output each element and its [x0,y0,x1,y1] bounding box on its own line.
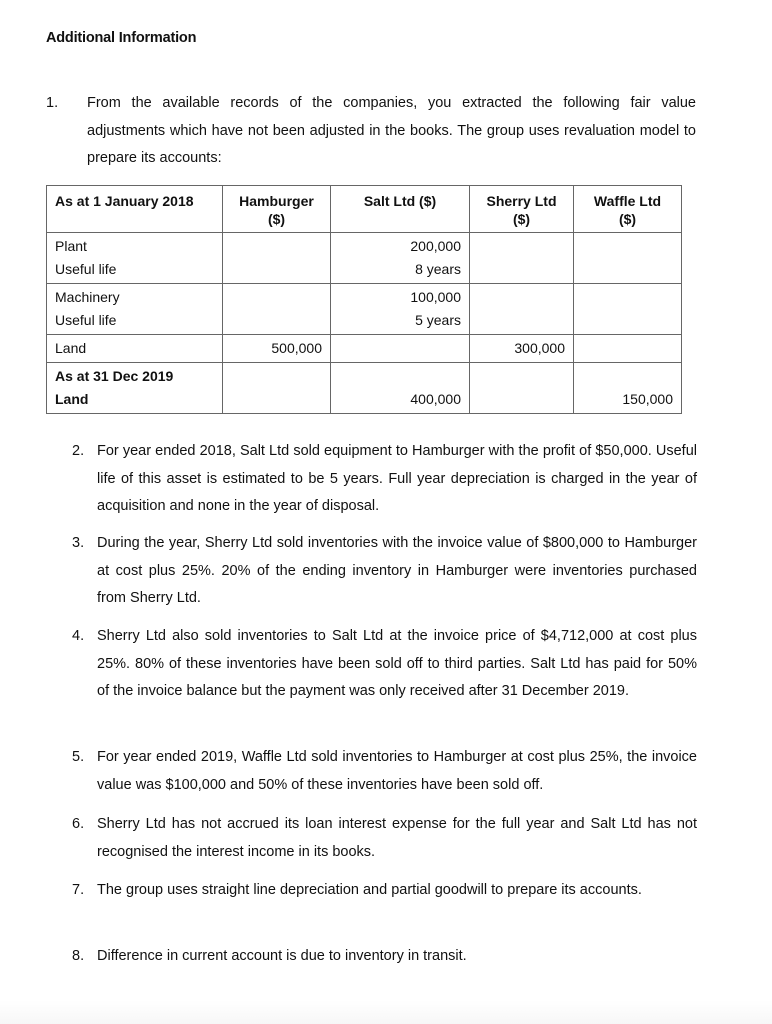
fair-value-table [46,185,682,414]
cell-salt: 100,000 5 years [331,284,470,335]
cell-salt: 200,000 8 years [331,233,470,284]
list-item-7 [72,877,697,905]
item-text: The group uses straight line depreciation and partial goodwill to prepare its accounts. [97,882,642,898]
row-label: Machinery Useful life [47,284,223,335]
list-item-4 [72,623,697,706]
list-item-3 [72,530,697,613]
item-text: Sherry Ltd also sold inventories to Salt Ltd at the invoice price of $4,712,000 at cost plus 25%. 80% of these inventories have been sold off to third parties. Salt Ltd has paid for 50% of the invoice balance but the payment was only received after 31 December 2019. [97,628,697,699]
item-number: 8. [72,948,85,964]
item-number: 1. [46,95,59,111]
cell-salt [331,335,470,363]
row-label: Land [47,335,223,363]
list-item-5 [72,744,697,799]
list-item-1 [46,90,696,173]
header-period: As at 1 January 2018 [47,186,223,233]
cell-sherry [470,284,574,335]
item-number: 3. [72,535,85,551]
item-text: During the year, Sherry Ltd sold inventories with the invoice value of $800,000 to Hamburger at cost plus 25%. 20% of the ending inventory in Hamburger were inventories purchased from Sherry Ltd. [97,535,697,606]
cell-hamburger: 500,000 [223,335,331,363]
table-row-land-2019 [47,363,682,414]
item-number: 5. [72,749,85,765]
cell-waffle [574,335,682,363]
list-item-6 [72,811,697,866]
item-text: From the available records of the companies, you extracted the following fair value adjustments which have not been adjusted in the books. The group uses revaluation model to prepare its accounts: [87,95,696,166]
cell-waffle [574,233,682,284]
cell-hamburger [223,363,331,414]
table-row-machinery [47,284,682,335]
header-salt: Salt Ltd ($) [331,186,470,233]
cell-sherry: 300,000 [470,335,574,363]
item-text: Difference in current account is due to inventory in transit. [97,948,467,964]
list-item-2 [72,438,697,521]
cell-hamburger [223,233,331,284]
item-text: Sherry Ltd has not accrued its loan interest expense for the full year and Salt Ltd has not recognised the interest income in its books. [97,816,697,860]
section-heading: Additional Information [46,30,197,46]
header-waffle: Waffle Ltd ($) [574,186,682,233]
item-text: For year ended 2019, Waffle Ltd sold inventories to Hamburger at cost plus 25%, the invoice value was $100,000 and 50% of these inventories have been sold off. [97,749,697,793]
header-sherry: Sherry Ltd ($) [470,186,574,233]
item-number: 6. [72,816,85,832]
row-label: Plant Useful life [47,233,223,284]
table-row-plant [47,233,682,284]
cell-waffle: 150,000 [574,363,682,414]
item-number: 4. [72,628,85,644]
item-number: 2. [72,443,85,459]
cell-hamburger [223,284,331,335]
header-hamburger: Hamburger ($) [223,186,331,233]
cell-salt: 400,000 [331,363,470,414]
table-row-land [47,335,682,363]
item-number: 7. [72,882,85,898]
table-header-row [47,186,682,233]
list-item-8 [72,943,697,971]
item-text: For year ended 2018, Salt Ltd sold equipment to Hamburger with the profit of $50,000. Useful life of this asset is estimated to be 5 years. Full year depreciation is charged in the year of acquisition and none in the year of disposal. [97,443,697,514]
cell-waffle [574,284,682,335]
cell-sherry [470,363,574,414]
cell-sherry [470,233,574,284]
row-label: As at 31 Dec 2019 Land [47,363,223,414]
